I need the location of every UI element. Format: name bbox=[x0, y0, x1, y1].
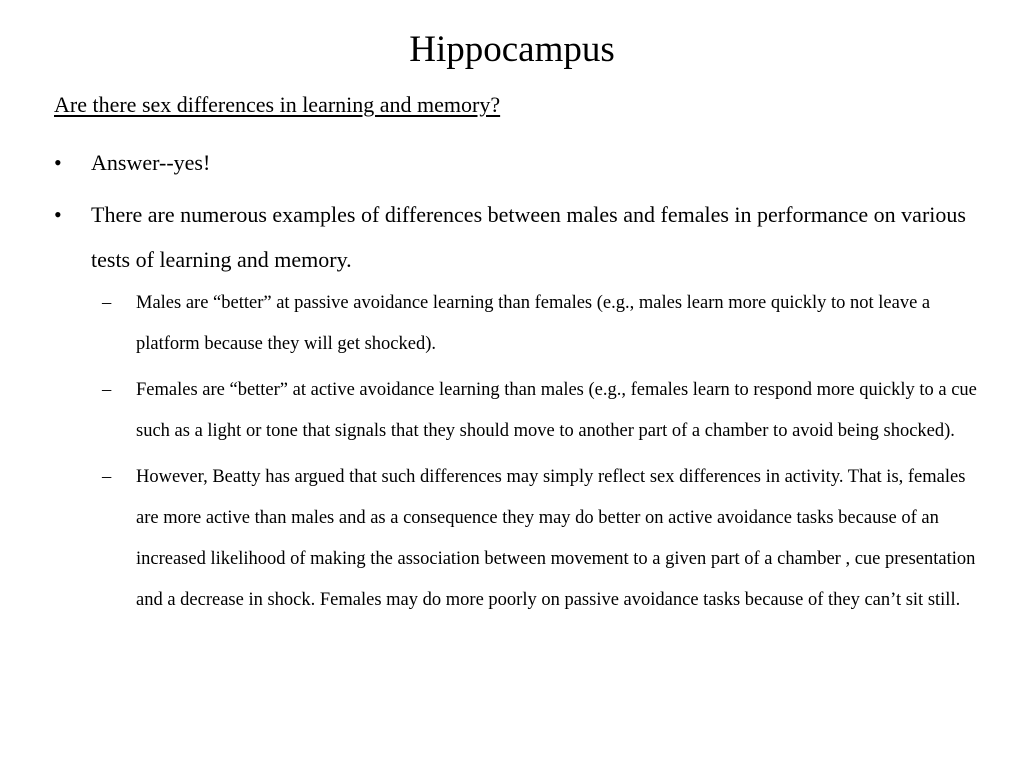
sub-bullet-item bbox=[102, 283, 982, 365]
dash-marker: – bbox=[102, 380, 112, 400]
slide-title: Hippocampus bbox=[409, 29, 615, 70]
bullet-marker: • bbox=[54, 201, 62, 227]
sub-bullet-text: Males are “better” at passive avoidance learning than females (e.g., males learn more quickly to not leave a platform because they will get shocked). bbox=[136, 293, 931, 354]
sub-bullet-item bbox=[102, 457, 982, 621]
dash-marker: – bbox=[102, 467, 112, 487]
sub-bullet-text: However, Beatty has argued that such differences may simply reflect sex differences in activity. That is, females are more active than males and as a consequence they may do better on active avoidance tasks because of an increased likelihood of making the association between movement to a given part of a chamber , cue presentation and a decrease in shock. Females may do more poorly on passive avoidance tasks because of they can’t sit still. bbox=[136, 467, 976, 610]
sub-bullet-item bbox=[102, 370, 982, 452]
bullet-text: There are numerous examples of differences between males and females in performance on various tests of learning and memory. bbox=[91, 201, 966, 272]
slide-subheading: Are there sex differences in learning and memory? bbox=[54, 92, 501, 117]
sub-bullet-list bbox=[102, 283, 982, 626]
bullet-text: Answer--yes! bbox=[91, 150, 211, 175]
bullet-item bbox=[54, 140, 984, 186]
dash-marker: – bbox=[102, 293, 112, 313]
bullet-list bbox=[54, 140, 984, 289]
bullet-marker: • bbox=[54, 150, 62, 175]
bullet-item bbox=[54, 192, 984, 283]
sub-bullet-text: Females are “better” at active avoidance learning than males (e.g., females learn to respond more quickly to a cue such as a light or tone that signals that they should move to another part of a chamber to avoid being shocked). bbox=[136, 380, 977, 441]
